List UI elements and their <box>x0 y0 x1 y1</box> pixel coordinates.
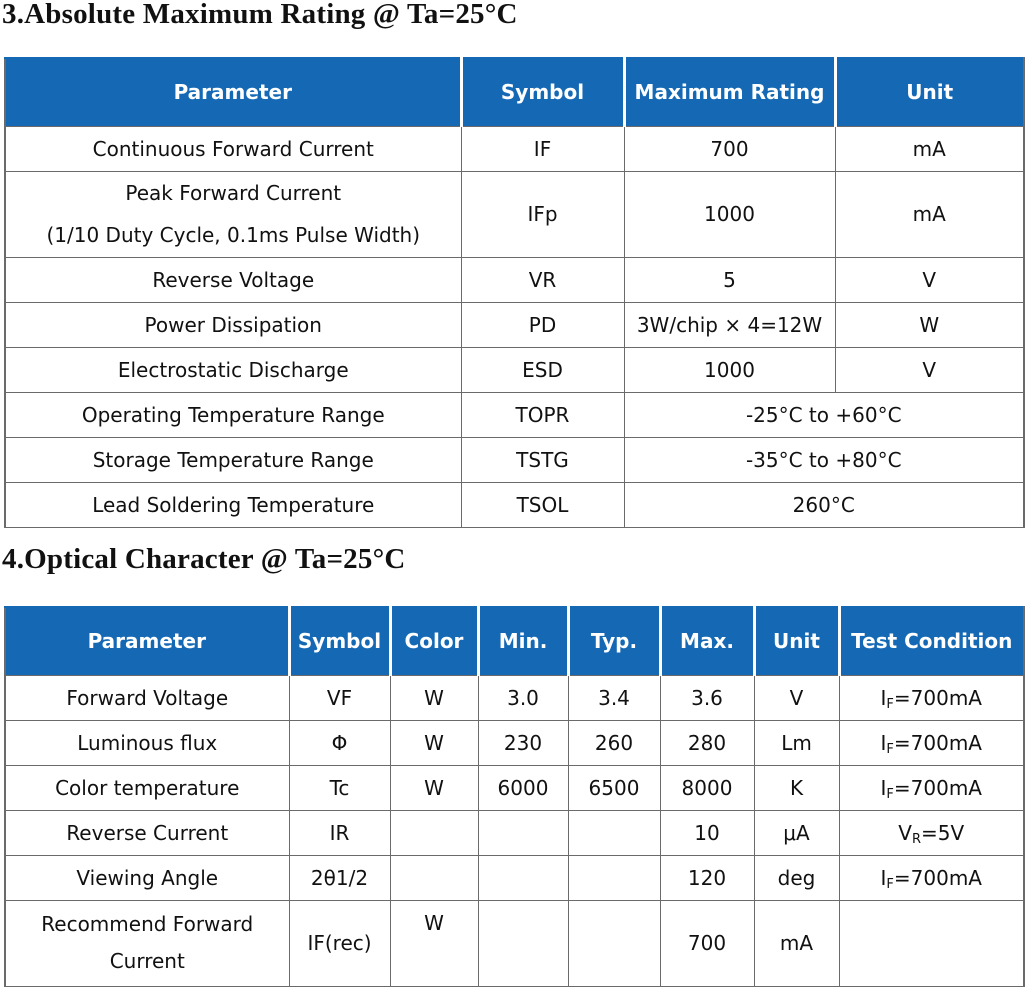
test-condition-cell <box>839 720 1024 765</box>
condition-value: =700mA <box>893 775 982 800</box>
header-unit: Unit <box>835 58 1024 126</box>
symbol-cell: IR <box>289 810 390 855</box>
parameter-cell: Operating Temperature Range <box>5 392 461 437</box>
condition-symbol: I <box>880 730 887 755</box>
test-condition-cell <box>839 900 1024 986</box>
max-cell: 3.6 <box>660 675 754 720</box>
symbol-cell: Tc <box>289 765 390 810</box>
color-cell: W <box>390 900 478 986</box>
condition-value: =700mA <box>893 685 982 710</box>
symbol-cell: 2θ1/2 <box>289 855 390 900</box>
max-cell: 120 <box>660 855 754 900</box>
header-maximum-rating: Maximum Rating <box>624 58 835 126</box>
unit-cell: mA <box>754 900 839 986</box>
condition-value: =5V <box>921 820 965 845</box>
table-row <box>5 347 1024 392</box>
typ-cell <box>568 810 660 855</box>
condition-subscript: F <box>886 786 894 802</box>
table-row <box>5 302 1024 347</box>
header-typ: Typ. <box>568 607 660 675</box>
typ-cell: 6500 <box>568 765 660 810</box>
unit-cell: W <box>835 302 1024 347</box>
color-cell <box>390 855 478 900</box>
rating-cell: 1000 <box>624 171 835 257</box>
rating-cell: 1000 <box>624 347 835 392</box>
table-row <box>5 257 1024 302</box>
optical-character-table <box>4 606 1025 987</box>
range-cell: -35°C to +80°C <box>624 437 1024 482</box>
parameter-cell: Storage Temperature Range <box>5 437 461 482</box>
rating-cell: 700 <box>624 126 835 171</box>
header-max: Max. <box>660 607 754 675</box>
condition-value: =700mA <box>893 730 982 755</box>
table-row <box>5 171 1024 257</box>
rating-cell: 3W/chip × 4=12W <box>624 302 835 347</box>
symbol-cell: ESD <box>461 347 624 392</box>
header-unit: Unit <box>754 607 839 675</box>
header-parameter: Parameter <box>5 58 461 126</box>
parameter-line-2: (1/10 Duty Cycle, 0.1ms Pulse Width) <box>46 223 421 247</box>
min-cell <box>478 900 568 986</box>
parameter-cell <box>5 171 461 257</box>
parameter-cell: Luminous flux <box>5 720 289 765</box>
absolute-max-rating-table <box>4 57 1025 528</box>
table-header-row <box>5 58 1024 126</box>
symbol-cell: TSTG <box>461 437 624 482</box>
header-symbol: Symbol <box>461 58 624 126</box>
symbol-cell: Φ <box>289 720 390 765</box>
table-row <box>5 810 1024 855</box>
max-cell: 280 <box>660 720 754 765</box>
condition-subscript: R <box>911 831 922 847</box>
color-cell: W <box>390 765 478 810</box>
unit-cell: μA <box>754 810 839 855</box>
condition-symbol: I <box>880 865 887 890</box>
symbol-cell: PD <box>461 302 624 347</box>
table-row <box>5 855 1024 900</box>
symbol-cell: IF <box>461 126 624 171</box>
section-3-title: 3.Absolute Maximum Rating @ Ta=25°C <box>2 0 518 30</box>
condition-subscript: F <box>886 876 894 892</box>
condition-symbol: I <box>880 775 887 800</box>
table-row <box>5 900 1024 986</box>
color-cell: W <box>390 720 478 765</box>
max-cell: 10 <box>660 810 754 855</box>
test-condition-cell <box>839 675 1024 720</box>
range-cell: 260°C <box>624 482 1024 527</box>
table-row <box>5 126 1024 171</box>
range-cell: -25°C to +60°C <box>624 392 1024 437</box>
parameter-cell: Forward Voltage <box>5 675 289 720</box>
header-test-condition: Test Condition <box>839 607 1024 675</box>
unit-cell: V <box>754 675 839 720</box>
parameter-cell: Recommend Forward Current <box>5 900 289 986</box>
min-cell: 3.0 <box>478 675 568 720</box>
symbol-cell: IF(rec) <box>289 900 390 986</box>
typ-cell <box>568 900 660 986</box>
header-parameter: Parameter <box>5 607 289 675</box>
min-cell <box>478 810 568 855</box>
unit-cell: deg <box>754 855 839 900</box>
test-condition-cell <box>839 810 1024 855</box>
table-row <box>5 765 1024 810</box>
min-cell <box>478 855 568 900</box>
parameter-cell: Reverse Current <box>5 810 289 855</box>
max-cell: 8000 <box>660 765 754 810</box>
section-4-title: 4.Optical Character @ Ta=25°C <box>2 543 406 575</box>
condition-subscript: F <box>886 741 894 757</box>
table-row <box>5 437 1024 482</box>
max-cell: 700 <box>660 900 754 986</box>
rating-cell: 5 <box>624 257 835 302</box>
parameter-cell: Viewing Angle <box>5 855 289 900</box>
test-condition-cell <box>839 855 1024 900</box>
typ-cell: 260 <box>568 720 660 765</box>
parameter-cell: Lead Soldering Temperature <box>5 482 461 527</box>
test-condition-cell <box>839 765 1024 810</box>
typ-cell <box>568 855 660 900</box>
symbol-cell: IFp <box>461 171 624 257</box>
parameter-cell: Electrostatic Discharge <box>5 347 461 392</box>
min-cell: 230 <box>478 720 568 765</box>
unit-cell: Lm <box>754 720 839 765</box>
table-row <box>5 392 1024 437</box>
header-color: Color <box>390 607 478 675</box>
unit-cell: V <box>835 347 1024 392</box>
table-row <box>5 675 1024 720</box>
typ-cell: 3.4 <box>568 675 660 720</box>
condition-symbol: V <box>898 820 912 845</box>
condition-symbol: I <box>880 685 887 710</box>
color-cell <box>390 810 478 855</box>
unit-cell: mA <box>835 126 1024 171</box>
unit-cell: V <box>835 257 1024 302</box>
symbol-cell: TSOL <box>461 482 624 527</box>
condition-subscript: F <box>886 696 894 712</box>
symbol-cell: VF <box>289 675 390 720</box>
min-cell: 6000 <box>478 765 568 810</box>
table-row <box>5 482 1024 527</box>
unit-cell: K <box>754 765 839 810</box>
symbol-cell: VR <box>461 257 624 302</box>
parameter-cell: Reverse Voltage <box>5 257 461 302</box>
condition-value: =700mA <box>893 865 982 890</box>
parameter-cell: Power Dissipation <box>5 302 461 347</box>
parameter-cell: Continuous Forward Current <box>5 126 461 171</box>
header-min: Min. <box>478 607 568 675</box>
table-header-row <box>5 607 1024 675</box>
color-cell: W <box>390 675 478 720</box>
table-row <box>5 720 1024 765</box>
header-symbol: Symbol <box>289 607 390 675</box>
parameter-line-1: Peak Forward Current <box>125 181 342 205</box>
unit-cell: mA <box>835 171 1024 257</box>
symbol-cell: TOPR <box>461 392 624 437</box>
parameter-cell: Color temperature <box>5 765 289 810</box>
